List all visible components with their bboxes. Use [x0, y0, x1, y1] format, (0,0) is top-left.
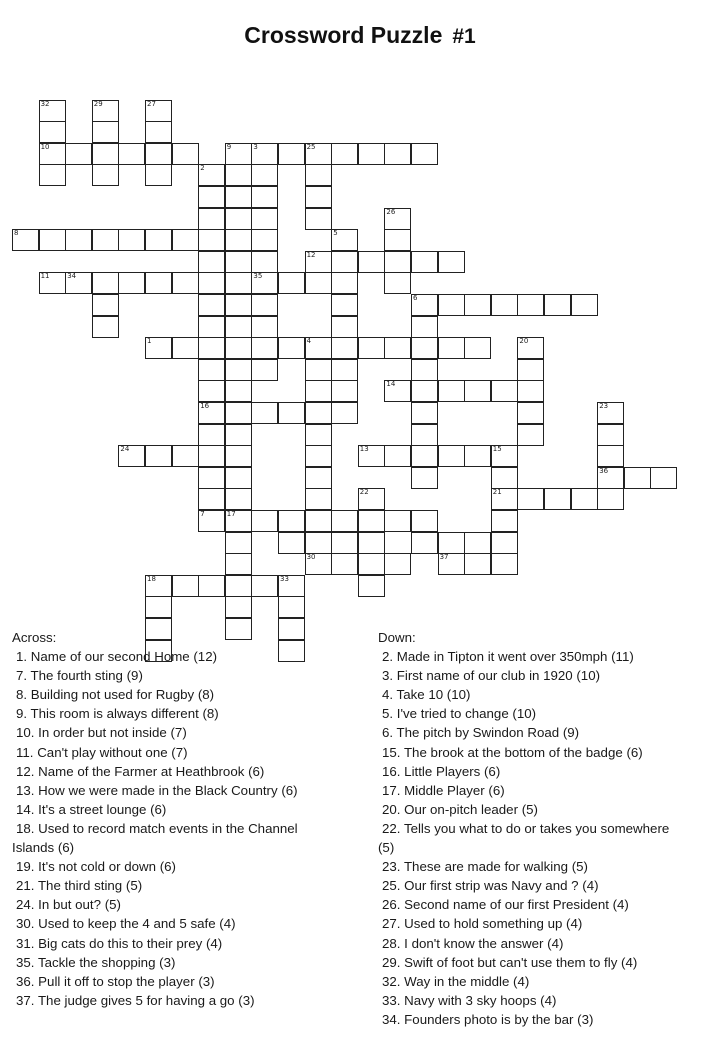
clue-number: 30	[306, 553, 316, 562]
grid-cell[interactable]	[331, 272, 358, 294]
grid-cell[interactable]	[145, 596, 172, 618]
grid-cell[interactable]	[172, 445, 199, 467]
grid-cell[interactable]	[597, 445, 624, 467]
grid-cell[interactable]	[438, 294, 465, 316]
clue-number: 21	[492, 488, 502, 497]
down-clue: 32. Way in the middle (4)	[382, 973, 530, 989]
grid-cell[interactable]	[172, 575, 199, 597]
grid-cell[interactable]	[331, 143, 358, 165]
grid-cell[interactable]	[331, 294, 358, 316]
down-clue: 29. Swift of foot but can't use them to fly (4)	[382, 954, 638, 970]
across-clue: 21. The third sting (5)	[16, 878, 143, 894]
grid-cell[interactable]	[145, 272, 172, 294]
grid-cell[interactable]	[198, 186, 225, 208]
grid-cell[interactable]	[225, 359, 252, 381]
grid-cell[interactable]	[384, 251, 411, 273]
grid-cell[interactable]	[438, 553, 465, 575]
grid-cell[interactable]	[331, 402, 358, 424]
grid-cell[interactable]	[411, 445, 438, 467]
grid-cell[interactable]	[225, 229, 252, 251]
grid-cell[interactable]	[12, 229, 39, 251]
grid-cell[interactable]	[491, 294, 518, 316]
grid-cell[interactable]	[225, 380, 252, 402]
grid-cell[interactable]	[464, 553, 491, 575]
grid-cell[interactable]	[384, 510, 411, 532]
across-clue: 19. It's not cold or down (6)	[16, 859, 176, 875]
grid-cell[interactable]	[225, 208, 252, 230]
grid-cell[interactable]	[384, 337, 411, 359]
grid-cell[interactable]	[65, 272, 92, 294]
grid-cell[interactable]	[225, 424, 252, 446]
grid-cell[interactable]	[517, 337, 544, 359]
grid-cell[interactable]	[331, 229, 358, 251]
grid-cell[interactable]	[251, 186, 278, 208]
grid-cell[interactable]	[92, 316, 119, 338]
grid-cell[interactable]	[92, 143, 119, 165]
grid-cell[interactable]	[225, 164, 252, 186]
grid-cell[interactable]	[251, 337, 278, 359]
grid-cell[interactable]	[278, 143, 305, 165]
clue-number: 33	[280, 574, 289, 583]
grid-cell[interactable]	[331, 359, 358, 381]
grid-cell[interactable]	[517, 424, 544, 446]
grid-cell[interactable]	[597, 488, 624, 510]
down-clue: 25. Our first strip was Navy and ? (4)	[382, 878, 599, 894]
grid-cell[interactable]	[305, 208, 332, 230]
grid-cell[interactable]	[225, 402, 252, 424]
grid-cell[interactable]	[411, 251, 438, 273]
grid-cell[interactable]	[491, 467, 518, 489]
clue-number: 25	[306, 142, 316, 151]
grid-cell[interactable]	[411, 532, 438, 554]
clue-number: 16	[200, 402, 210, 410]
grid-cell[interactable]	[491, 488, 518, 510]
across-clue: 13. How we were made in the Black Country (6)	[16, 782, 298, 798]
grid-cell[interactable]	[571, 488, 598, 510]
across-clues	[12, 628, 362, 1010]
across-clue: 31. Big cats do this to their prey (4)	[16, 935, 223, 951]
grid-cell[interactable]	[544, 488, 571, 510]
grid-cell[interactable]	[225, 596, 252, 618]
grid-cell[interactable]	[438, 337, 465, 359]
across-clue: 7. The fourth sting (9)	[16, 668, 143, 684]
grid-cell[interactable]	[172, 143, 199, 165]
clue-number: 5	[333, 229, 338, 238]
across-clue: 30. Used to keep the 4 and 5 safe (4)	[16, 916, 236, 932]
grid-cell[interactable]	[39, 143, 66, 165]
grid-cell[interactable]	[358, 251, 385, 273]
grid-cell[interactable]	[411, 143, 438, 165]
grid-cell[interactable]	[92, 100, 119, 122]
clue-number: 37	[439, 553, 449, 562]
clue-number: 2	[200, 164, 205, 173]
grid-cell[interactable]	[358, 488, 385, 510]
clue-number: 14	[386, 380, 396, 389]
grid-cell[interactable]	[39, 164, 66, 186]
grid-cell[interactable]	[145, 445, 172, 467]
down-clue: 23. These are made for walking (5)	[382, 859, 588, 875]
clue-number: 34	[67, 272, 77, 281]
clue-number: 9	[226, 142, 232, 151]
clue-number: 12	[306, 250, 316, 259]
grid-cell[interactable]	[145, 143, 172, 165]
across-clue: 14. It's a street lounge (6)	[16, 801, 167, 817]
grid-cell[interactable]	[464, 380, 491, 402]
grid-cell[interactable]	[198, 164, 225, 186]
down-heading: Down:	[378, 630, 416, 645]
grid-cell[interactable]	[145, 337, 172, 359]
grid-cell[interactable]	[251, 229, 278, 251]
grid-cell[interactable]	[198, 510, 225, 532]
grid-cell[interactable]	[384, 272, 411, 294]
grid-cell[interactable]	[411, 316, 438, 338]
across-clue: 37. The judge gives 5 for having a go (3)	[16, 992, 255, 1008]
grid-cell[interactable]	[65, 229, 92, 251]
grid-cell[interactable]	[331, 532, 358, 554]
grid-cell[interactable]	[198, 337, 225, 359]
grid-cell[interactable]	[251, 316, 278, 338]
grid-cell[interactable]	[411, 337, 438, 359]
grid-cell[interactable]	[331, 380, 358, 402]
clue-number: 7	[200, 510, 205, 518]
down-clue: 2. Made in Tipton it went over 350mph (11)	[382, 649, 634, 665]
grid-cell[interactable]	[118, 229, 145, 251]
down-clue: 26. Second name of our first President (4)	[382, 897, 629, 913]
grid-cell[interactable]	[92, 229, 119, 251]
grid-cell[interactable]	[331, 337, 358, 359]
grid-cell[interactable]	[305, 467, 332, 489]
across-clue: 36. Pull it off to stop the player (3)	[16, 973, 215, 989]
grid-cell[interactable]	[491, 445, 518, 467]
grid-cell[interactable]	[305, 488, 332, 510]
down-clue: 5. I've tried to change (10)	[382, 706, 537, 722]
grid-cell[interactable]	[384, 208, 411, 230]
grid-cell[interactable]	[39, 272, 66, 294]
clue-number: 8	[14, 229, 19, 238]
grid-cell[interactable]	[198, 251, 225, 273]
grid-cell[interactable]	[438, 532, 465, 554]
grid-cell[interactable]	[305, 532, 332, 554]
grid-cell[interactable]	[517, 488, 544, 510]
grid-cell[interactable]	[331, 251, 358, 273]
grid-cell[interactable]	[251, 143, 278, 165]
grid-cell[interactable]	[438, 380, 465, 402]
grid-cell[interactable]	[438, 251, 465, 273]
grid-cell[interactable]	[384, 229, 411, 251]
grid-cell[interactable]	[571, 294, 598, 316]
grid-cell[interactable]	[225, 445, 252, 467]
grid-cell[interactable]	[225, 272, 252, 294]
grid-cell[interactable]	[384, 143, 411, 165]
down-clue: 3. First name of our club in 1920 (10)	[382, 668, 601, 684]
grid-cell[interactable]	[172, 337, 199, 359]
grid-cell[interactable]	[39, 229, 66, 251]
grid-cell[interactable]	[278, 272, 305, 294]
grid-cell[interactable]	[198, 316, 225, 338]
grid-cell[interactable]	[225, 532, 252, 554]
grid-cell[interactable]	[517, 380, 544, 402]
grid-cell[interactable]	[305, 272, 332, 294]
clue-number: 27	[147, 99, 156, 108]
grid-cell[interactable]	[305, 251, 332, 273]
clue-number: 17	[226, 510, 236, 518]
grid-cell[interactable]	[358, 510, 385, 532]
grid-cell[interactable]	[517, 294, 544, 316]
grid-cell[interactable]	[198, 467, 225, 489]
grid-cell[interactable]	[145, 229, 172, 251]
grid-cell[interactable]	[331, 316, 358, 338]
title-number: #1	[452, 25, 476, 48]
clue-number: 4	[306, 337, 312, 346]
grid-cell[interactable]	[39, 100, 66, 122]
across-clue: 8. Building not used for Rugby (8)	[16, 687, 215, 703]
across-clue: 24. In but out? (5)	[16, 897, 121, 913]
grid-cell[interactable]	[198, 424, 225, 446]
grid-cell[interactable]	[198, 445, 225, 467]
grid-cell[interactable]	[491, 510, 518, 532]
title-text: Crossword Puzzle	[244, 22, 443, 48]
grid-cell[interactable]	[305, 337, 332, 359]
grid-cell[interactable]	[411, 402, 438, 424]
grid-cell[interactable]	[358, 143, 385, 165]
grid-cell[interactable]	[544, 294, 571, 316]
down-clue: 22. Tells you what to do or takes you somewhere	[382, 820, 670, 836]
grid-cell[interactable]	[305, 380, 332, 402]
grid-cell[interactable]	[464, 445, 491, 467]
grid-cell[interactable]	[251, 208, 278, 230]
grid-cell[interactable]	[198, 380, 225, 402]
grid-cell[interactable]	[172, 272, 199, 294]
grid-cell[interactable]	[198, 229, 225, 251]
grid-cell[interactable]	[597, 402, 624, 424]
grid-cell[interactable]	[411, 467, 438, 489]
grid-cell[interactable]	[145, 575, 172, 597]
grid-cell[interactable]	[251, 402, 278, 424]
down-clue: 34. Founders photo is by the bar (3)	[382, 1011, 594, 1027]
grid-cell[interactable]	[198, 359, 225, 381]
grid-cell[interactable]	[225, 316, 252, 338]
grid-cell[interactable]	[225, 294, 252, 316]
across-clue: 12. Name of the Farmer at Heathbrook (6)	[16, 763, 265, 779]
grid-cell[interactable]	[225, 337, 252, 359]
down-clue: 33. Navy with 3 sky hoops (4)	[382, 992, 557, 1008]
clue-number: 13	[359, 445, 369, 454]
clue-number: 15	[492, 445, 502, 454]
grid-cell[interactable]	[464, 337, 491, 359]
across-clue: 10. In order but not inside (7)	[16, 725, 187, 741]
across-clue: 1. Name of our second Home (12)	[16, 649, 218, 665]
clue-number: 35	[253, 272, 263, 281]
across-clue: 11. Can't play without one (7)	[16, 744, 188, 760]
down-clue: 15. The brook at the bottom of the badge (6)	[382, 744, 643, 760]
grid-cell[interactable]	[358, 445, 385, 467]
down-clue: 20. Our on-pitch leader (5)	[382, 801, 538, 817]
down-clue: 16. Little Players (6)	[382, 763, 501, 779]
grid-cell[interactable]	[198, 294, 225, 316]
down-clue: 6. The pitch by Swindon Road (9)	[382, 725, 580, 741]
clue-number: 3	[253, 142, 258, 151]
grid-cell[interactable]	[145, 164, 172, 186]
grid-cell[interactable]	[464, 532, 491, 554]
grid-cell[interactable]	[278, 337, 305, 359]
clue-number: 1	[147, 337, 152, 346]
clue-number: 36	[599, 466, 609, 475]
grid-cell[interactable]	[411, 510, 438, 532]
grid-cell[interactable]	[438, 445, 465, 467]
clue-number: 10	[40, 142, 50, 151]
clue-number: 32	[40, 99, 50, 108]
grid-cell[interactable]	[225, 251, 252, 273]
grid-cell[interactable]	[145, 100, 172, 122]
grid-cell[interactable]	[411, 424, 438, 446]
grid-cell[interactable]	[118, 272, 145, 294]
grid-cell[interactable]	[198, 488, 225, 510]
grid-cell[interactable]	[225, 488, 252, 510]
across-heading: Across:	[12, 630, 57, 645]
grid-cell[interactable]	[305, 510, 332, 532]
grid-cell[interactable]	[251, 272, 278, 294]
grid-cell[interactable]	[331, 510, 358, 532]
grid-cell[interactable]	[225, 510, 252, 532]
grid-cell[interactable]	[305, 402, 332, 424]
grid-cell[interactable]	[251, 294, 278, 316]
down-clues	[378, 628, 720, 1029]
grid-cell[interactable]	[650, 467, 677, 489]
grid-cell[interactable]	[225, 143, 252, 165]
clue-number: 11	[40, 272, 50, 281]
grid-cell[interactable]	[278, 402, 305, 424]
grid-cell[interactable]	[411, 380, 438, 402]
clue-number: 26	[386, 207, 396, 216]
grid-cell[interactable]	[65, 143, 92, 165]
across-clue: Islands (6)	[12, 840, 75, 856]
clue-number: 20	[519, 337, 529, 346]
grid-cell[interactable]	[251, 251, 278, 273]
grid-cell[interactable]	[225, 186, 252, 208]
grid-cell[interactable]	[92, 272, 119, 294]
grid-cell[interactable]	[118, 445, 145, 467]
grid-cell[interactable]	[92, 294, 119, 316]
grid-cell[interactable]	[278, 510, 305, 532]
grid-cell[interactable]	[305, 445, 332, 467]
across-clue: 35. Tackle the shopping (3)	[16, 954, 176, 970]
grid-cell[interactable]	[145, 121, 172, 143]
grid-cell[interactable]	[358, 553, 385, 575]
grid-cell[interactable]	[305, 143, 332, 165]
grid-cell[interactable]	[305, 553, 332, 575]
grid-cell[interactable]	[305, 424, 332, 446]
clue-number: 29	[93, 99, 103, 108]
grid-cell[interactable]	[92, 121, 119, 143]
down-clue: 4. Take 10 (10)	[382, 687, 471, 703]
grid-cell[interactable]	[331, 553, 358, 575]
grid-cell[interactable]	[225, 575, 252, 597]
grid-cell[interactable]	[464, 294, 491, 316]
grid-cell[interactable]	[411, 294, 438, 316]
down-clue: 17. Middle Player (6)	[382, 782, 505, 798]
grid-cell[interactable]	[251, 510, 278, 532]
clue-number: 6	[413, 294, 418, 302]
grid-cell[interactable]	[517, 402, 544, 424]
grid-cell[interactable]	[358, 337, 385, 359]
grid-cell[interactable]	[305, 164, 332, 186]
grid-cell[interactable]	[597, 424, 624, 446]
grid-cell[interactable]	[251, 164, 278, 186]
grid-cell[interactable]	[384, 445, 411, 467]
grid-cell[interactable]	[92, 164, 119, 186]
grid-cell[interactable]	[517, 359, 544, 381]
grid-cell[interactable]	[39, 121, 66, 143]
grid-cell[interactable]	[411, 359, 438, 381]
clue-number: 23	[599, 402, 609, 410]
grid-cell[interactable]	[198, 272, 225, 294]
grid-cell[interactable]	[491, 553, 518, 575]
grid-cell[interactable]	[358, 575, 385, 597]
grid-cell[interactable]	[118, 143, 145, 165]
down-clue: (5)	[378, 840, 395, 856]
grid-cell[interactable]	[305, 359, 332, 381]
grid-cell[interactable]	[251, 359, 278, 381]
clue-number: 18	[147, 574, 156, 583]
grid-cell[interactable]	[358, 532, 385, 554]
grid-cell[interactable]	[305, 186, 332, 208]
across-clue: 9. This room is always different (8)	[16, 706, 219, 722]
grid-cell[interactable]	[491, 532, 518, 554]
grid-cell[interactable]	[198, 208, 225, 230]
grid-cell[interactable]	[384, 380, 411, 402]
grid-cell[interactable]	[278, 575, 305, 597]
grid-cell[interactable]	[597, 467, 624, 489]
grid-cell[interactable]	[278, 596, 305, 618]
grid-cell[interactable]	[172, 229, 199, 251]
down-clue: 28. I don't know the answer (4)	[382, 935, 564, 951]
clue-number: 24	[120, 445, 130, 454]
down-clue: 27. Used to hold something up (4)	[382, 916, 583, 932]
clue-number: 22	[359, 488, 369, 497]
grid-cell[interactable]	[225, 467, 252, 489]
grid-cell[interactable]	[225, 553, 252, 575]
grid-cell[interactable]	[198, 402, 225, 424]
across-clue: 18. Used to record match events in the Channel	[16, 820, 298, 836]
grid-cell[interactable]	[278, 532, 305, 554]
grid-cell[interactable]	[384, 553, 411, 575]
grid-cell[interactable]	[198, 575, 225, 597]
grid-cell[interactable]	[491, 380, 518, 402]
grid-cell[interactable]	[251, 575, 278, 597]
grid-cell[interactable]	[624, 467, 651, 489]
